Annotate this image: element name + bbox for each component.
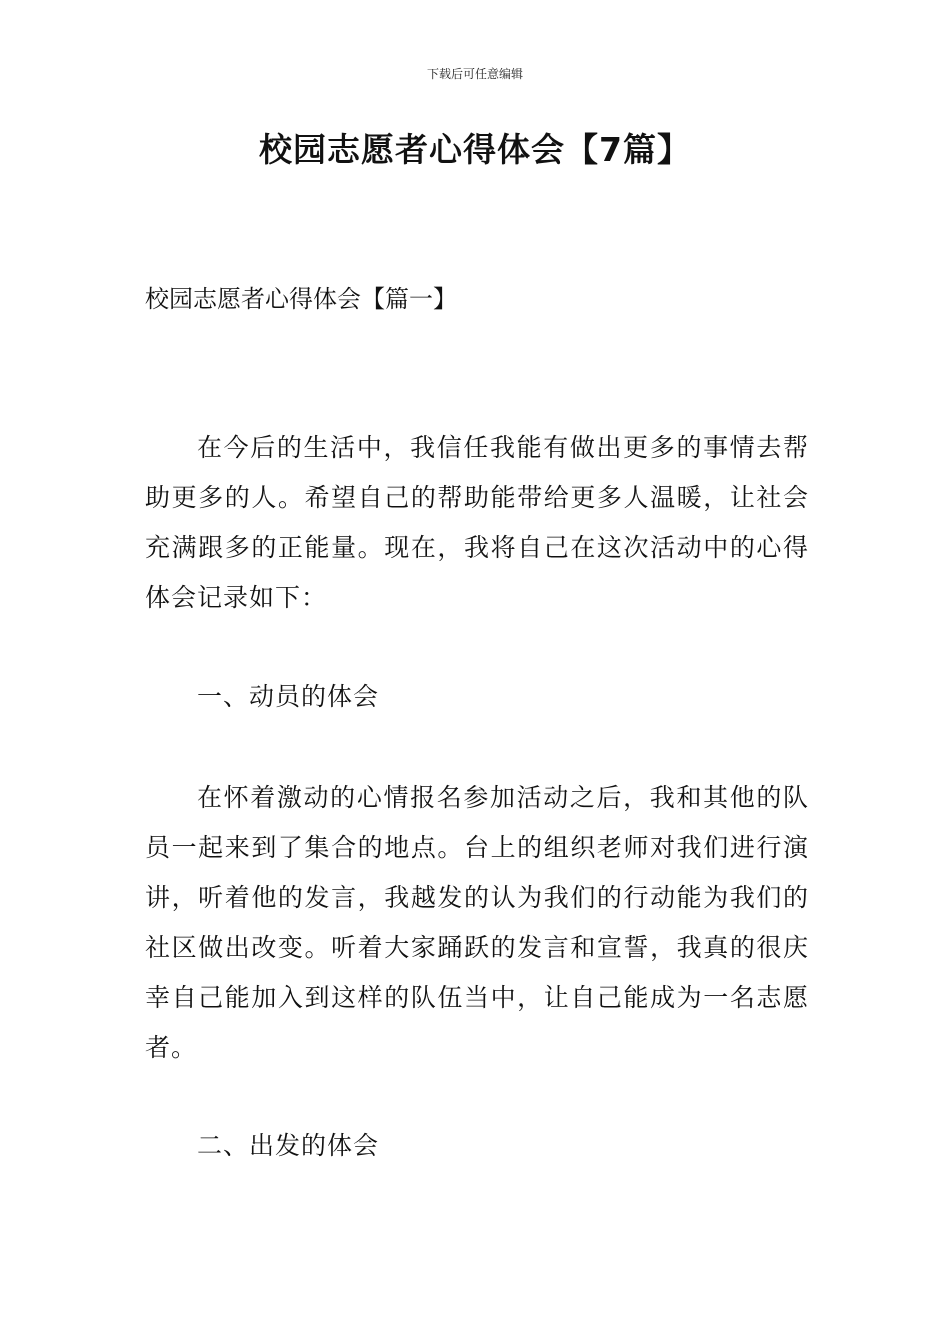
page-header-note: 下载后可任意编辑 [426,67,523,81]
subheading-departure: 二、出发的体会 [197,1131,380,1160]
document-title: 校园志愿者心得体会【7篇】 [259,130,691,169]
paragraph-mobilization: 在怀着激动的心情报名参加活动之后，我和其他的队员一起来到了集合的地点。台上的组织老师对我们进行演讲，听着他的发言，我越发的认为我们的行动能为我们的社区做出改变。听着大家踊跃的发言和宣誓，我真的很庆幸自己能加入到这样的队伍当中，让自己能成为一名志愿者。 [145,783,809,1062]
paragraph-intro: 在今后的生活中，我信任我能有做出更多的事情去帮助更多的人。希望自己的帮助能带给更多人温暖，让社会充满跟多的正能量。现在，我将自己在这次活动中的心得体会记录如下： [145,433,809,612]
subheading-mobilization: 一、动员的体会 [197,682,380,711]
section-title: 校园志愿者心得体会【篇一】 [145,285,457,313]
